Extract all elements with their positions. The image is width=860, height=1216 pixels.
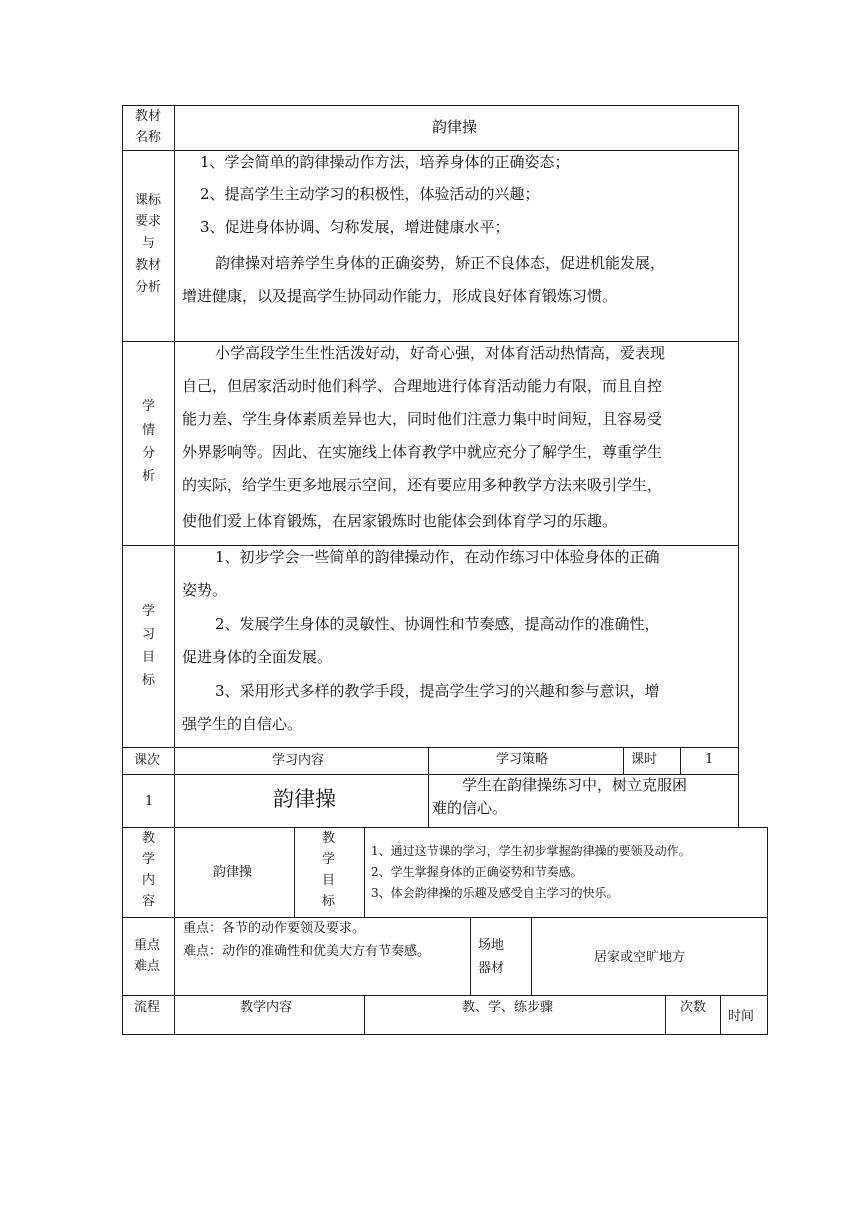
grid-line	[364, 827, 365, 918]
learner-line: 外界影响等。因此、在实施线上体育教学中就应充分了解学生，尊重学生	[182, 443, 663, 461]
material-name-label: 名称	[135, 130, 162, 145]
teaching-goal: 3、体会韵律操的乐趣及感受自主学习的快乐。	[371, 886, 619, 900]
grid-line	[122, 545, 738, 546]
material-name: 韵律操	[432, 118, 478, 136]
strategy-header: 学习策略	[496, 752, 549, 767]
learner-line: 自己，但居家活动时他们科学、合理地进行体育活动能力有限，而且自控	[182, 377, 663, 395]
learner-label: 学	[142, 399, 156, 414]
difficult-point: 难点：动作的准确性和优美大方有节奏感。	[183, 944, 431, 959]
curriculum-line: 增进健康，以及提高学生协同动作能力，形成良好体育锻炼习惯。	[182, 287, 618, 305]
grid-line	[428, 747, 429, 828]
objective-line: 2、发展学生身体的灵敏性、协调性和节奏感，提高动作的准确性，	[215, 615, 660, 633]
lesson-content: 韵律操	[273, 787, 336, 811]
learner-line: 使他们爱上体育锻炼，在居家锻炼时也能体会到体育学习的乐趣。	[182, 512, 618, 530]
objective-line: 强学生的自信心。	[182, 715, 303, 733]
flow-times-header: 次数	[680, 1000, 707, 1015]
grid-line	[531, 917, 532, 996]
grid-line	[470, 917, 471, 996]
grid-line	[122, 150, 738, 151]
grid-line	[122, 341, 738, 342]
grid-line	[122, 917, 767, 918]
curriculum-line: 3、促进身体协调、匀称发展，增进健康水平；	[200, 218, 510, 236]
objective-line: 促进身体的全面发展。	[182, 648, 333, 666]
learner-line: 的实际，给学生更多地展示空间，还有要应用多种教学方法来吸引学生，	[182, 476, 663, 494]
grid-line	[122, 774, 738, 775]
curriculum-line: 1、学会简单的韵律操动作方法，培养身体的正确姿态；	[200, 153, 570, 171]
objective-line: 1、初步学会一些简单的韵律操动作，在动作练习中体验身体的正确	[215, 548, 660, 566]
venue-label: 场地	[478, 938, 505, 953]
venue-label: 器材	[478, 961, 505, 976]
grid-line	[122, 827, 767, 828]
grid-line	[174, 105, 175, 1035]
learner-label: 分	[142, 446, 156, 461]
goal-label: 学	[322, 852, 336, 867]
teaching-goal: 1、通过这节课的学习，学生初步掌握韵律操的要领及动作。	[371, 844, 691, 858]
flow-steps-header: 教、学、练步骤	[462, 1000, 554, 1015]
lesson-number: 1	[145, 794, 154, 809]
content-header: 学习内容	[272, 753, 325, 768]
learner-label: 情	[142, 423, 156, 438]
objective-line: 3、采用形式多样的教学手段，提高学生学习的兴趣和参与意识，增	[215, 682, 660, 700]
learner-label: 析	[142, 469, 156, 484]
teaching-label: 教	[142, 831, 156, 846]
grid-line	[122, 105, 738, 106]
grid-line	[680, 747, 681, 775]
teaching-label: 容	[142, 894, 156, 909]
grid-line	[720, 995, 721, 1035]
grid-line	[122, 1034, 767, 1035]
curriculum-label: 与	[142, 236, 156, 251]
curriculum-label: 要求	[135, 214, 162, 229]
key-point: 重点：各节的动作要领及要求。	[183, 921, 366, 936]
lesson-strategy-line: 难的信心。	[432, 799, 508, 817]
grid-line	[364, 995, 365, 1035]
grid-line	[122, 995, 767, 996]
grid-line	[665, 995, 666, 1035]
grid-line	[623, 747, 624, 775]
goal-label: 教	[322, 831, 336, 846]
learner-line: 能力差、学生身体素质差异也大，同时他们注意力集中时间短，且容易受	[182, 410, 663, 428]
teaching-label: 学	[142, 852, 156, 867]
objective-line: 姿势。	[182, 581, 228, 599]
goal-label: 标	[322, 894, 336, 909]
curriculum-line: 2、提高学生主动学习的积极性，体验活动的兴趣；	[200, 185, 540, 203]
objectives-label: 标	[142, 673, 156, 688]
grid-line	[122, 747, 738, 748]
venue: 居家或空旷地方	[594, 950, 686, 965]
hours-value: 1	[705, 752, 714, 767]
grid-line	[122, 105, 123, 1035]
curriculum-label: 课标	[135, 193, 162, 208]
material-name-label: 教材	[135, 109, 162, 124]
teaching-label: 内	[142, 873, 156, 888]
curriculum-line: 韵律操对培养学生身体的正确姿势，矫正不良体态，促进机能发展，	[215, 254, 666, 272]
key-label: 重点	[134, 938, 161, 953]
grid-line	[738, 105, 739, 828]
flow-content-header: 教学内容	[240, 1000, 293, 1015]
flow-header: 流程	[134, 1000, 161, 1015]
objectives-label: 习	[142, 627, 156, 642]
teaching-content: 韵律操	[213, 865, 253, 880]
teaching-goal: 2、学生掌握身体的正确姿势和节奏感。	[371, 865, 583, 879]
grid-line	[294, 827, 295, 918]
curriculum-label: 分析	[135, 280, 162, 295]
hours-header: 课时	[631, 752, 658, 767]
lesson-header: 课次	[134, 753, 161, 768]
curriculum-label: 教材	[135, 258, 162, 273]
goal-label: 目	[322, 873, 336, 888]
lesson-strategy-line: 学生在韵律操练习中，树立克服困	[462, 776, 688, 794]
flow-duration-header: 时间	[728, 1009, 755, 1024]
key-label: 难点	[134, 959, 161, 974]
objectives-label: 学	[142, 604, 156, 619]
objectives-label: 目	[142, 650, 156, 665]
learner-line: 小学高段学生生性活泼好动，好奇心强，对体育活动热情高，爱表现	[215, 344, 666, 362]
grid-line	[767, 827, 768, 1035]
